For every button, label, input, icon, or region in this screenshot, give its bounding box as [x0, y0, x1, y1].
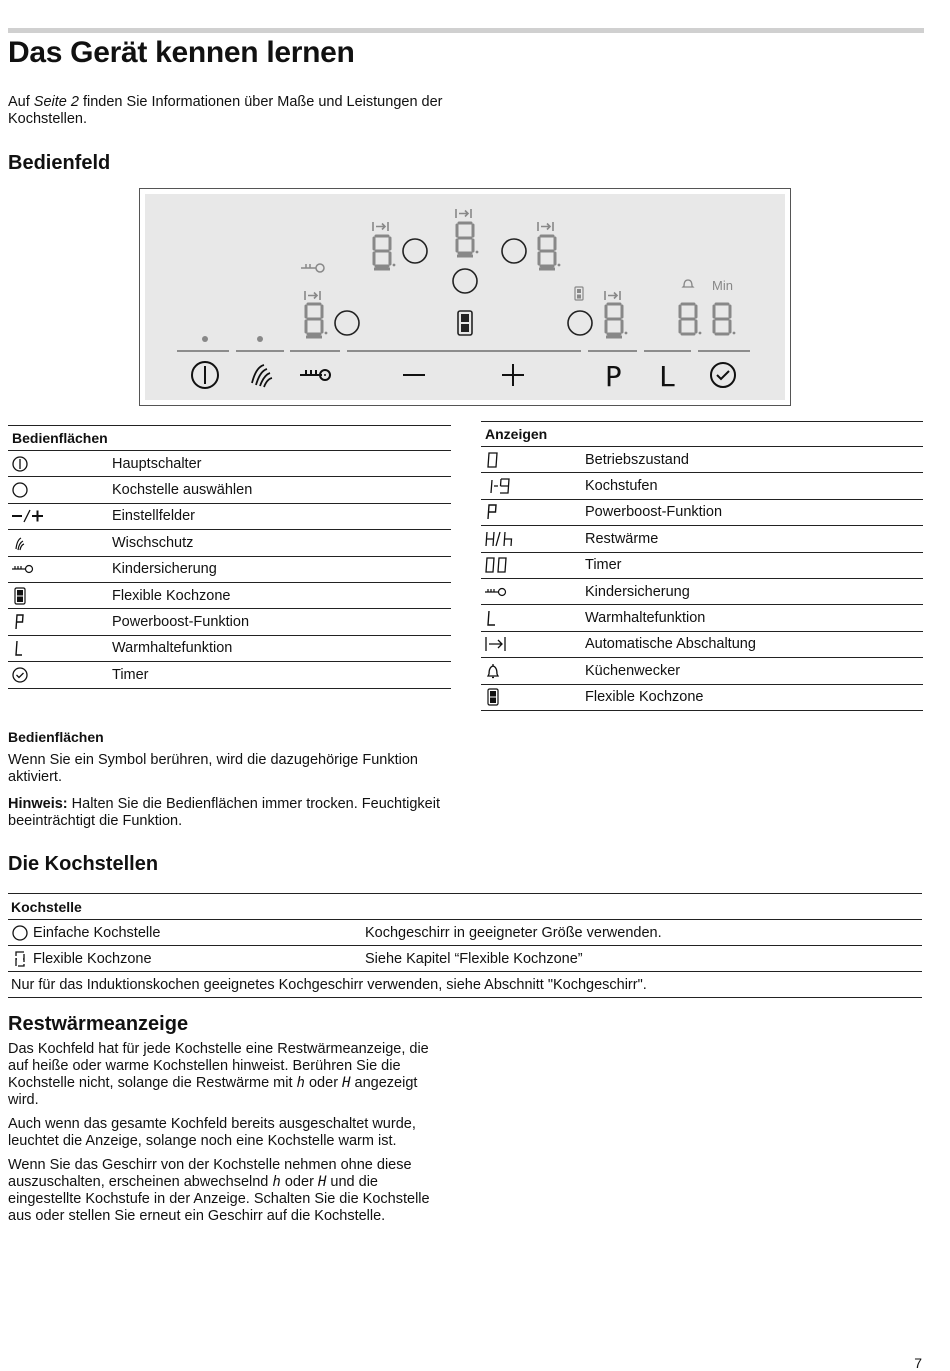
table-row [481, 684, 923, 710]
page-number: 7 [914, 1355, 922, 1371]
table-row [8, 503, 451, 529]
key-icon [11, 560, 35, 578]
wipe-icon [11, 534, 29, 552]
table-row [481, 631, 923, 657]
flex-zone-icon [11, 587, 29, 605]
table-row [8, 530, 451, 556]
top-rule [8, 28, 924, 33]
residual-heat-symbol-low: h [272, 1174, 281, 1190]
restwaerme-paragraph-1: Das Kochfeld hat für jede Kochstelle eine Restwärmeanzeige, die auf heiße oder warme Kochstellen hinweist. Berühren Sie die Kochstelle nicht, solange die Restwärme mit h oder H angezeigt wird. [8, 1041, 429, 1108]
table-row [481, 526, 923, 552]
circle-icon [11, 481, 29, 499]
table-row [8, 477, 451, 503]
indicator-dot-wipe [257, 336, 263, 342]
table-row [481, 499, 923, 525]
restwaerme-heading: Restwärmeanzeige [8, 1013, 189, 1035]
kochstelle-desc: Siehe Kapitel “Flexible Kochzone” [362, 946, 922, 972]
kochstellen-table-header: Kochstelle [8, 894, 922, 920]
bedienfeld-heading: Bedienfeld [8, 152, 111, 174]
row-label: Wischschutz [112, 530, 451, 556]
row-label: Kochstelle auswählen [112, 477, 451, 503]
l-display-icon [484, 609, 502, 627]
kochstelle-name: Einfache Kochstelle [33, 924, 161, 941]
table-row [8, 556, 451, 582]
p-icon [11, 613, 29, 631]
row-label: Warmhaltefunktion [112, 635, 451, 661]
table-row [8, 582, 451, 608]
keep-warm-button[interactable]: L [659, 360, 676, 393]
anzeigen-table [481, 421, 923, 711]
restwaerme-paragraph-3: Wenn Sie das Geschirr von der Kochstelle nehmen ohne diese auszuschalten, erscheinen abwechselnd h oder H und die eingestellte Kochstufe in der Anzeige. Schalten Sie die Kochstelle aus oder stellen Sie erneut ein Geschirr auf die Kochstelle. [8, 1157, 430, 1224]
hint-text: Halten Sie die Bedienflächen immer trocken. Feuchtigkeit beeinträchtigt die Funktion. [8, 796, 440, 829]
residual-heat-display-icon [484, 530, 518, 548]
anzeigen-table-header: Anzeigen [481, 422, 923, 447]
row-label: Warmhaltefunktion [585, 605, 923, 631]
row-label: Kindersicherung [112, 556, 451, 582]
row-label: Timer [585, 552, 923, 578]
hint-label: Hinweis: [8, 796, 68, 812]
row-label: Hauptschalter [112, 451, 451, 477]
page-title: Das Gerät kennen lernen [8, 36, 355, 69]
table-row [8, 609, 451, 635]
row-label: Kochstufen [585, 473, 923, 499]
powerboost-button[interactable]: P [605, 360, 622, 393]
row-label: Automatische Abschaltung [585, 631, 923, 657]
zero-display-icon [484, 451, 502, 469]
p-display-icon [484, 503, 502, 521]
table-row [8, 635, 451, 661]
table-row [8, 662, 451, 688]
levels-display-icon [484, 477, 514, 495]
l-icon [11, 639, 29, 657]
flex-zone-outline-icon [11, 950, 29, 968]
table-row [481, 447, 923, 473]
page-reference: Seite 2 [33, 94, 79, 110]
table-row [8, 451, 451, 477]
table-row [481, 552, 923, 578]
minus-plus-icon [11, 507, 45, 525]
timer-icon [11, 666, 29, 684]
min-label: Min [712, 278, 733, 293]
row-label: Powerboost-Funktion [585, 499, 923, 525]
double-zero-display-icon [484, 556, 512, 574]
hint-paragraph [8, 796, 458, 830]
row-label: Einstellfelder [112, 503, 451, 529]
table-row [481, 578, 923, 604]
restwaerme-paragraph-2: Auch wenn das gesamte Kochfeld bereits ausgeschaltet wurde, leuchtet die Anzeige, solange noch eine Kochstelle warm ist. [8, 1116, 416, 1149]
circle-icon [11, 924, 29, 942]
table-row [8, 920, 922, 946]
indicator-dot-power [202, 336, 208, 342]
row-label: Küchenwecker [585, 658, 923, 684]
table-row [481, 605, 923, 631]
control-panel-illustration [139, 188, 791, 406]
row-label: Powerboost-Funktion [112, 609, 451, 635]
table-row [481, 658, 923, 684]
row-label: Kindersicherung [585, 578, 923, 604]
bedienflaechen-paragraph: Wenn Sie ein Symbol berühren, wird die dazugehörige Funktion aktiviert. [8, 752, 419, 785]
auto-off-icon [484, 635, 508, 653]
residual-heat-symbol-low: h [296, 1075, 305, 1091]
table-row [8, 946, 922, 972]
row-label: Restwärme [585, 526, 923, 552]
kochstellen-footer: Nur für das Induktionskochen geeignetes Kochgeschirr verwenden, siehe Abschnitt "Kochgeschirr". [8, 972, 922, 998]
key-icon [484, 583, 508, 601]
row-label: Flexible Kochzone [112, 582, 451, 608]
kochstellen-heading: Die Kochstellen [8, 853, 159, 875]
bedienflaechen-table-header: Bedienflächen [8, 426, 451, 451]
table-footer-row [8, 972, 922, 998]
kochstelle-name: Flexible Kochzone [33, 950, 152, 967]
kochstelle-desc: Kochgeschirr in geeigneter Größe verwenden. [362, 920, 922, 946]
bedienflaechen-subheading: Bedienflächen [8, 729, 104, 745]
table-row [481, 473, 923, 499]
power-icon [11, 455, 29, 473]
residual-heat-symbol-high: H [317, 1174, 327, 1190]
row-label: Flexible Kochzone [585, 684, 923, 710]
intro-text: Auf Seite 2 finden Sie Informationen über Maße und Leistungen der Kochstellen. [8, 94, 443, 127]
flex-zone-icon [484, 688, 502, 706]
bell-icon [484, 662, 502, 680]
row-label: Timer [112, 662, 451, 688]
bedienflaechen-table [8, 425, 451, 689]
kochstellen-table [8, 893, 922, 998]
residual-heat-symbol-high: H [342, 1075, 351, 1091]
row-label: Betriebszustand [585, 447, 923, 473]
